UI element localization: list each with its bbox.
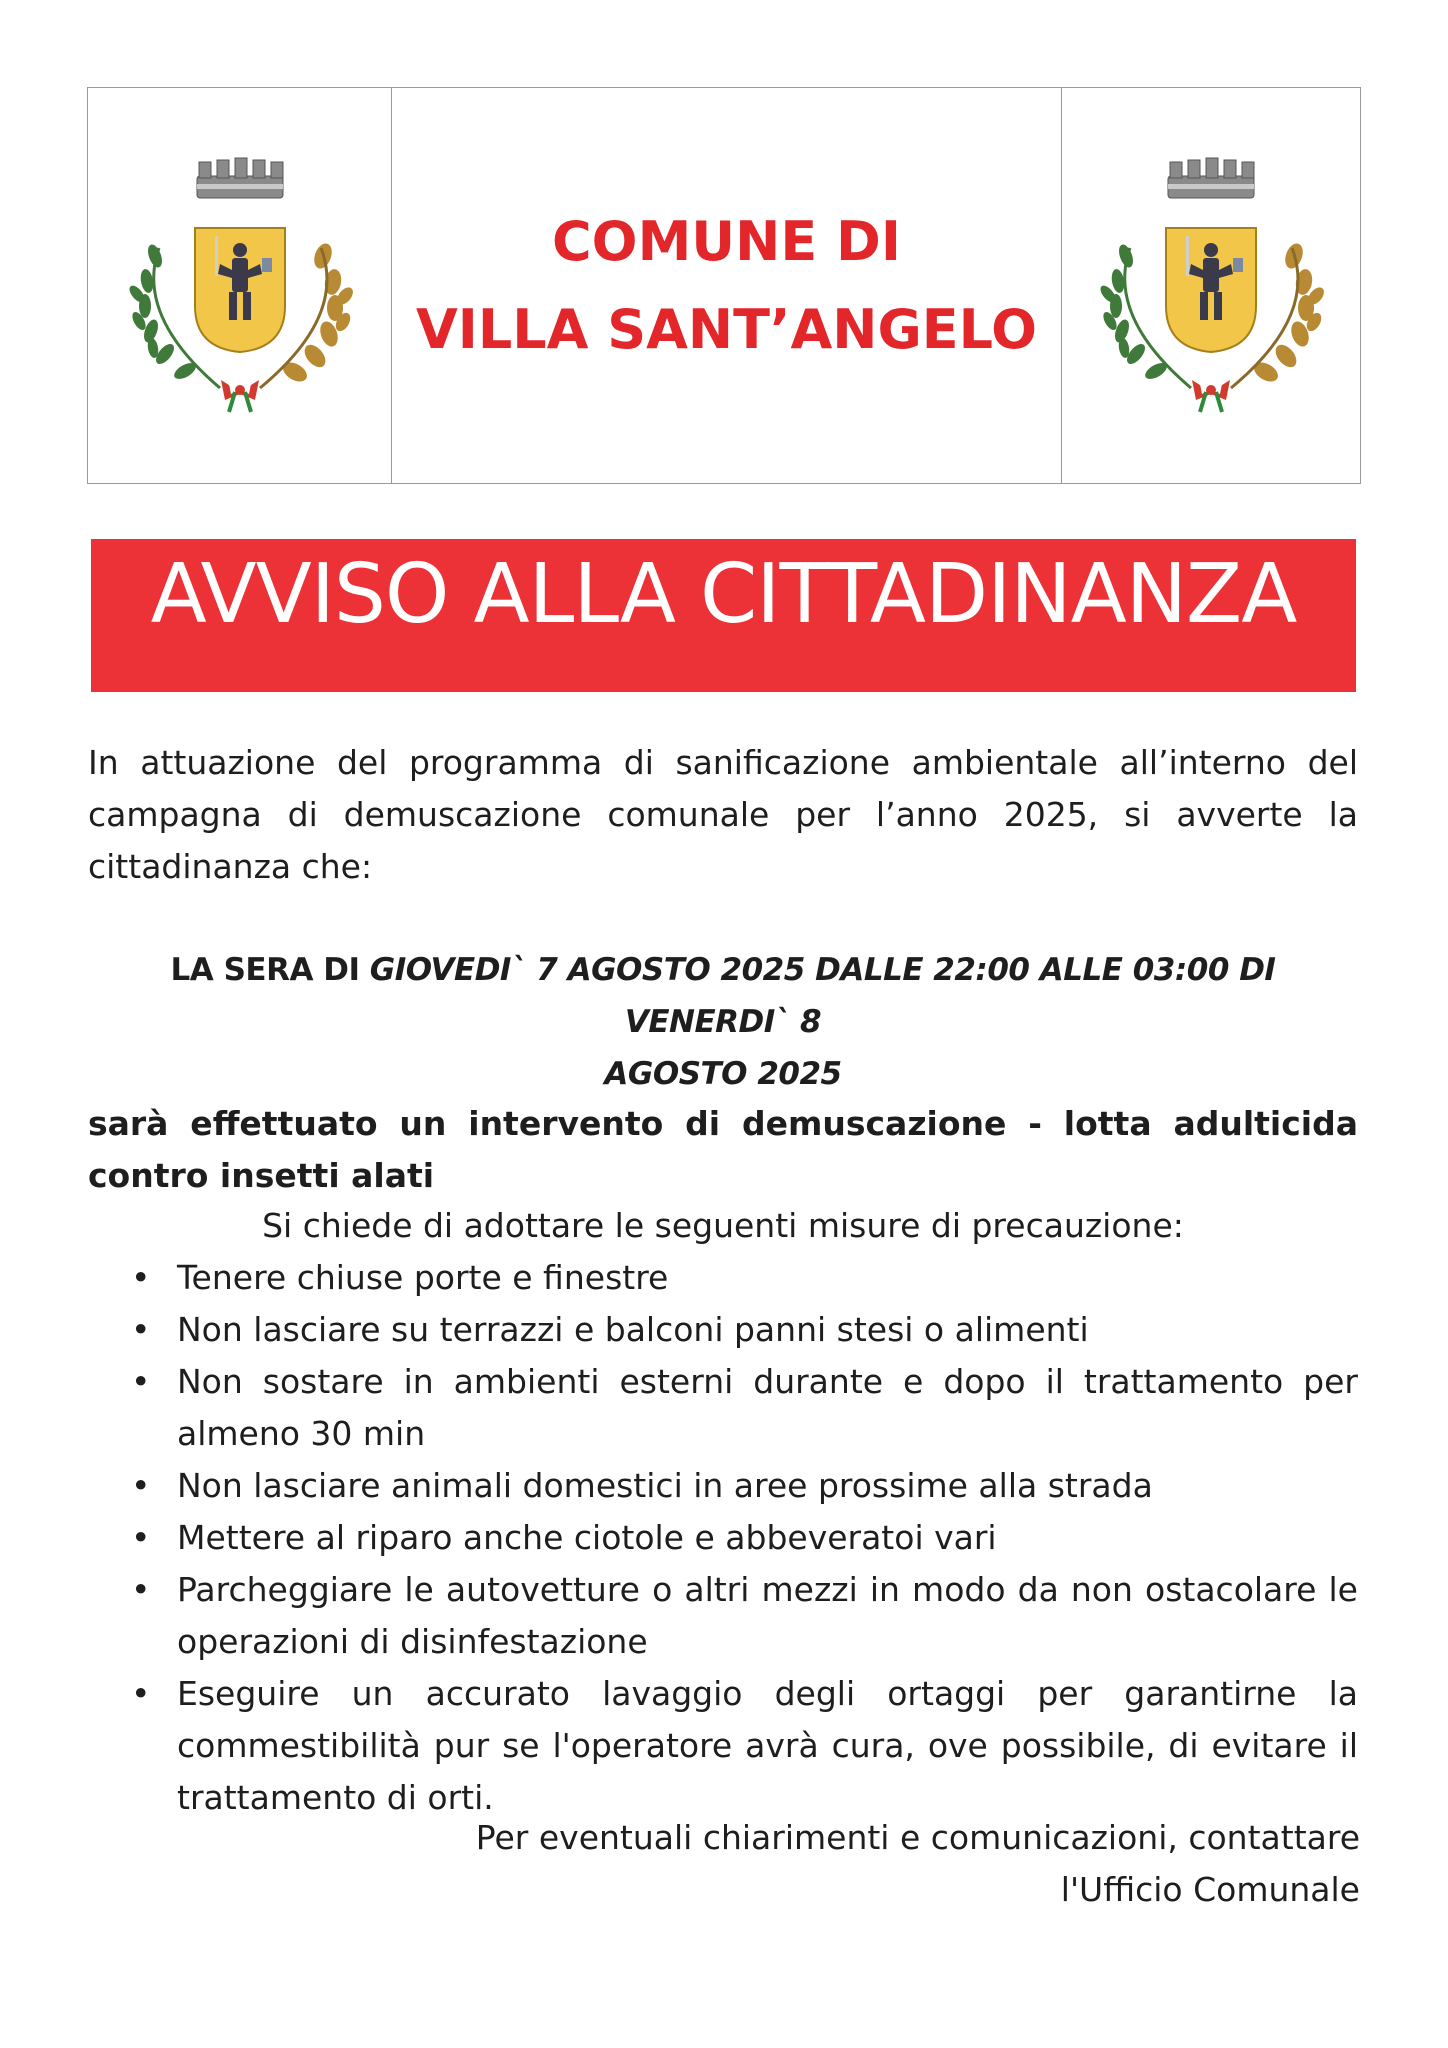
intervento-paragraph: sarà effettuato un intervento di demuscazione - lotta adulticida contro insetti alati — [88, 1104, 1358, 1195]
misura-text: Parcheggiare le autovetture o altri mezzi in modo da non ostacolare le operazioni di disinfestazione — [177, 1570, 1358, 1661]
header-cell-right — [1062, 88, 1360, 483]
misura-text: Non lasciare animali domestici in aree prossime alla strada — [177, 1466, 1153, 1505]
bullet-icon: • — [131, 1362, 151, 1401]
misura-text: Non lasciare su terrazzi e balconi panni stesi o alimenti — [177, 1310, 1089, 1349]
header-table — [87, 87, 1361, 484]
municipal-coat-of-arms-icon — [125, 156, 355, 416]
list-item — [125, 1356, 1358, 1460]
closing-line-2: l'Ufficio Comunale — [1060, 1870, 1360, 1909]
misure-intro: Si chiede di adottare le seguenti misure di precauzione: — [262, 1206, 1184, 1245]
bullet-icon: • — [131, 1258, 151, 1297]
date-line-2 — [88, 1048, 1358, 1100]
list-item — [125, 1512, 1358, 1564]
list-item — [125, 1460, 1358, 1512]
list-item — [125, 1564, 1358, 1668]
header-cell-title — [392, 88, 1062, 483]
list-item — [125, 1304, 1358, 1356]
bullet-icon: • — [131, 1570, 151, 1609]
avviso-banner: AVVISO ALLA CITTADINANZA — [91, 539, 1356, 692]
date-end: AGOSTO 2025 — [604, 1056, 842, 1092]
closing-line-1: Per eventuali chiarimenti e comunicazioni, contattare — [475, 1818, 1360, 1857]
misura-text: Tenere chiuse porte e finestre — [177, 1258, 669, 1297]
bullet-icon: • — [131, 1674, 151, 1713]
comune-title-line1: COMUNE DI — [552, 209, 901, 273]
bullet-icon: • — [131, 1310, 151, 1349]
date-block — [88, 944, 1358, 1100]
list-item — [125, 1252, 1358, 1304]
date-main: GIOVEDI` 7 AGOSTO 2025 DALLE 22:00 ALLE 03:00 DI VENERDI` 8 — [369, 952, 1276, 1040]
date-line-1 — [88, 944, 1358, 1048]
misura-text: Eseguire un accurato lavaggio degli ortaggi per garantirne la commestibilità pur se l'operatore avrà cura, ove possibile, di evitare il trattamento di orti. — [177, 1674, 1358, 1817]
list-item — [125, 1668, 1358, 1824]
bullet-icon: • — [131, 1466, 151, 1505]
misura-text: Non sostare in ambienti esterni durante e dopo il trattamento per almeno 30 min — [177, 1362, 1358, 1453]
bullet-icon: • — [131, 1518, 151, 1557]
misure-list — [125, 1252, 1358, 1824]
municipal-coat-of-arms-icon — [1096, 156, 1326, 416]
misura-text: Mettere al riparo anche ciotole e abbeveratoi vari — [177, 1518, 997, 1557]
header-cell-left — [88, 88, 392, 483]
intro-paragraph: In attuazione del programma di sanificazione ambientale all’interno del campagna di demuscazione comunale per l’anno 2025, si avverte la cittadinanza che: — [88, 743, 1358, 886]
comune-title-line2: VILLA SANT’ANGELO — [415, 297, 1038, 361]
date-prefix: LA SERA DI — [170, 952, 370, 988]
